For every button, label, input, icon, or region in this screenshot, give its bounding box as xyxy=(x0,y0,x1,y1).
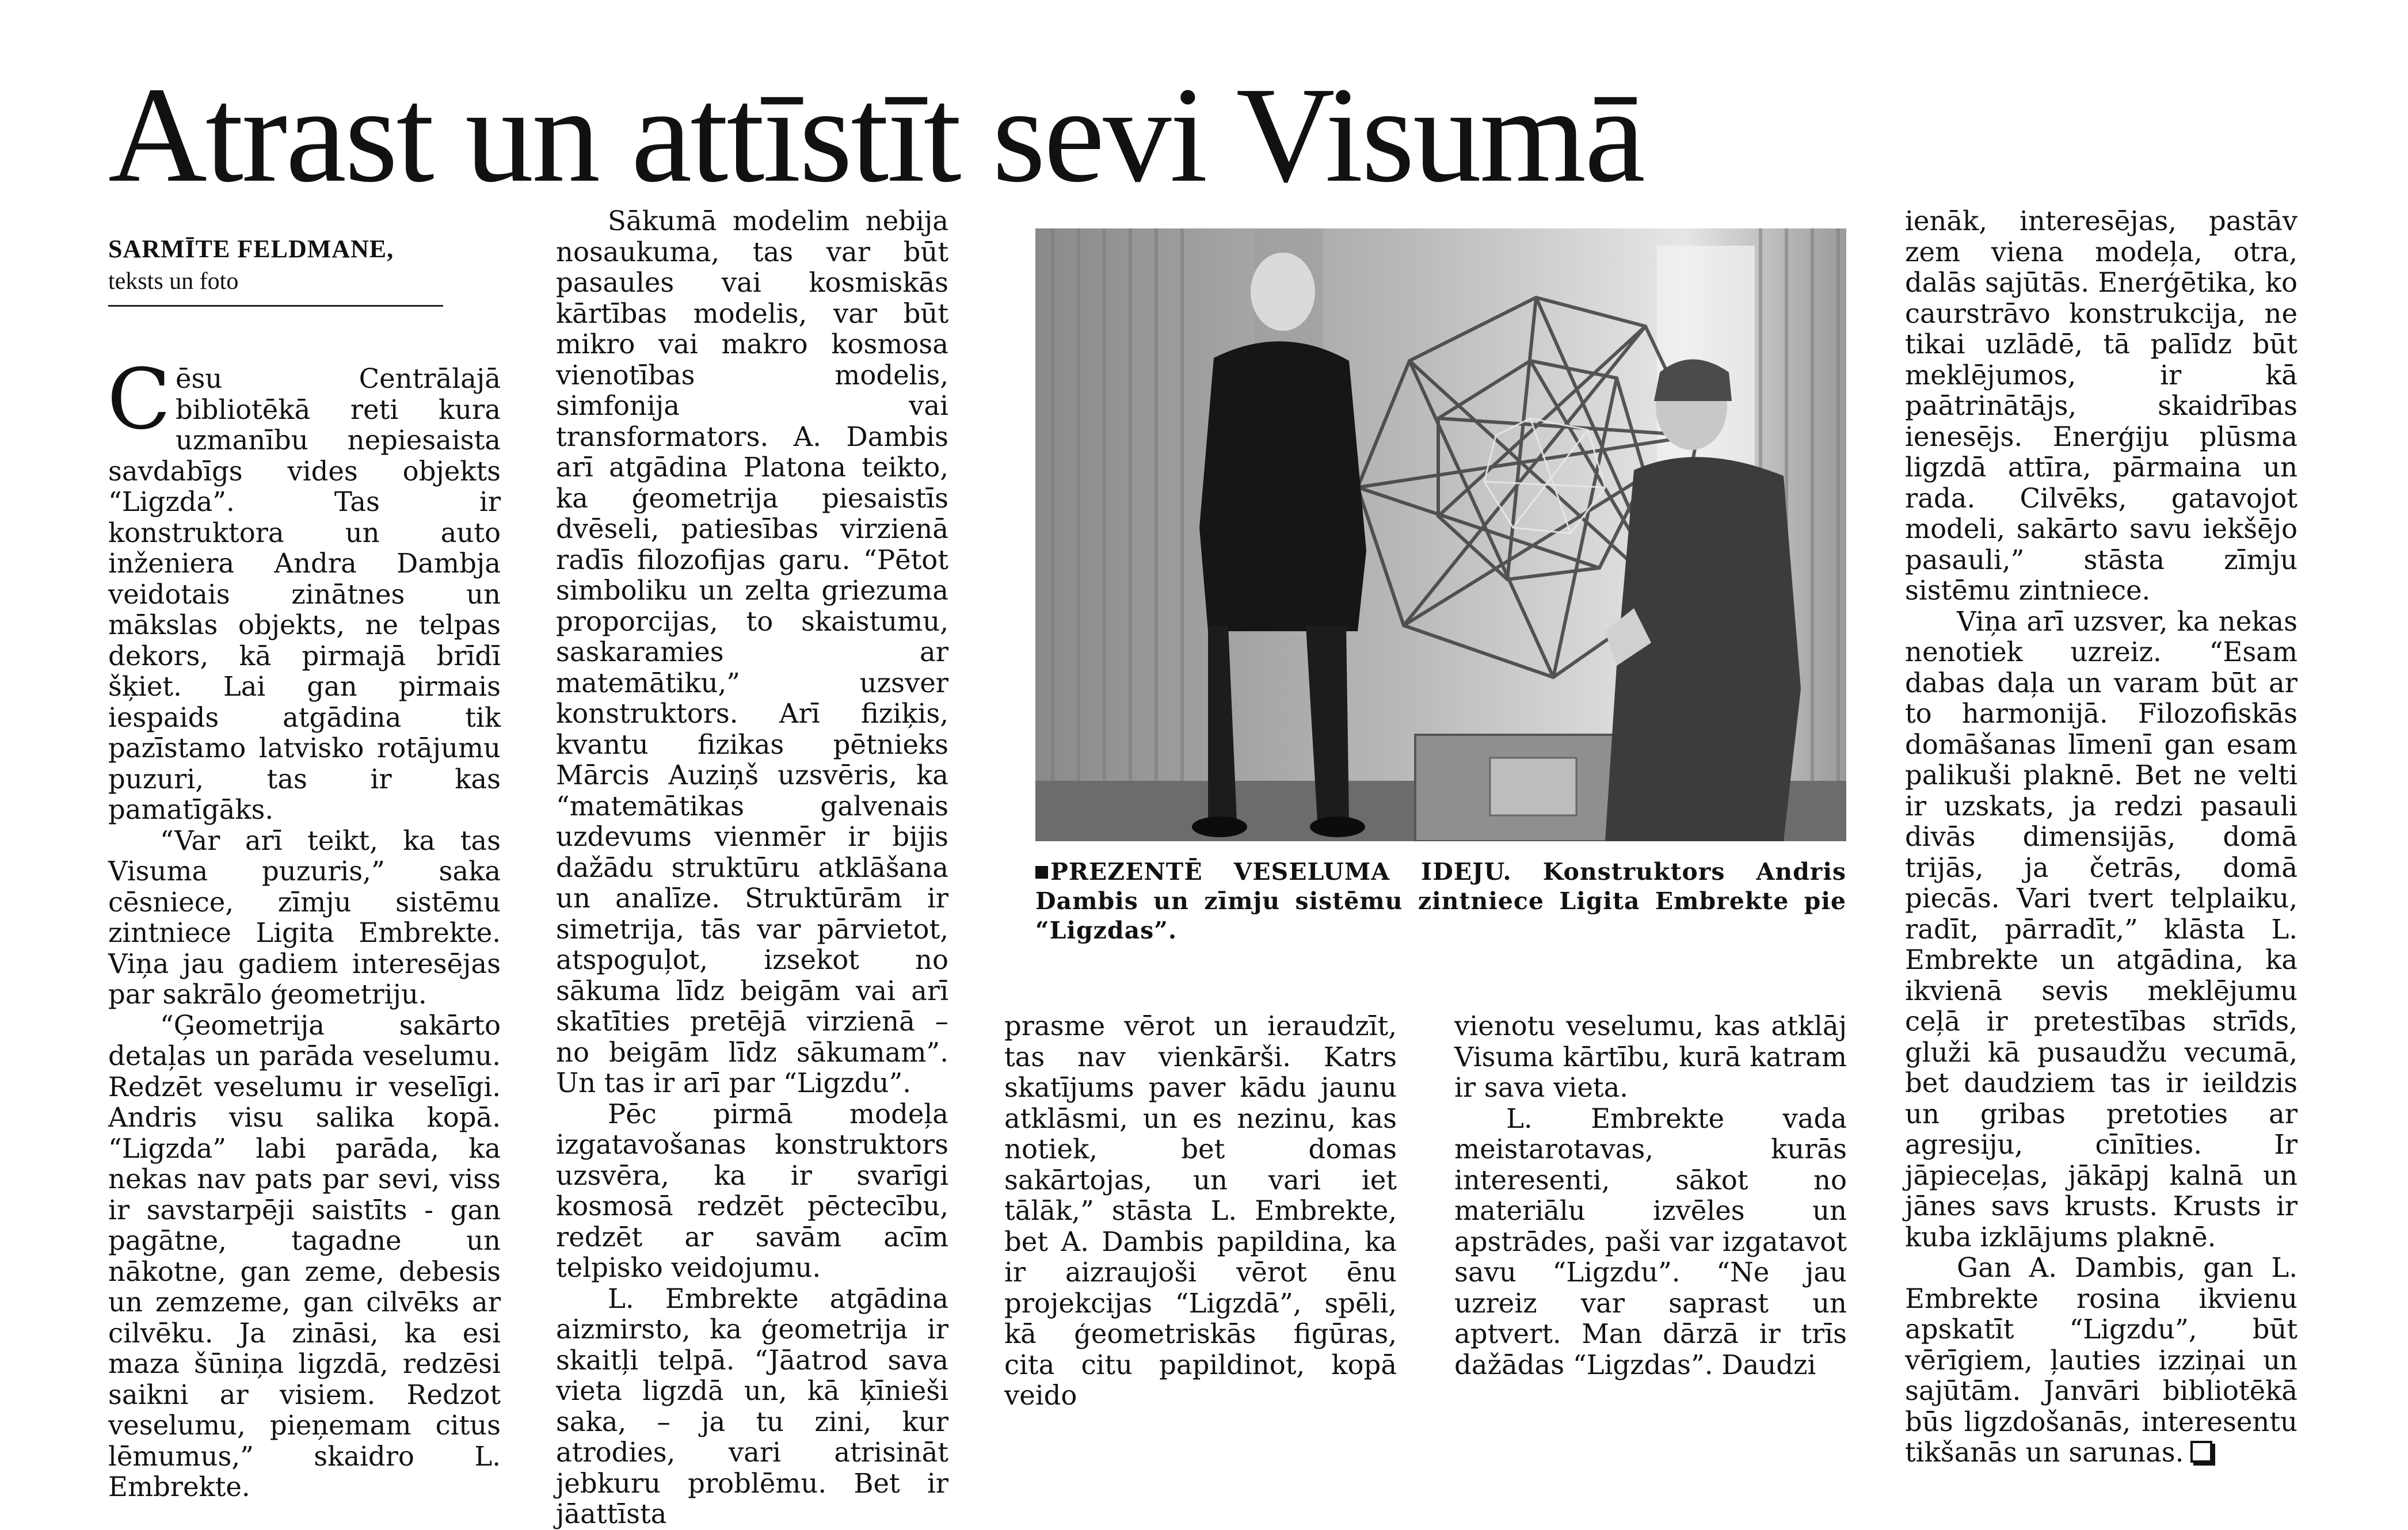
byline xyxy=(108,232,443,307)
article-column-4 xyxy=(1454,1011,1847,1380)
end-of-article-box-icon xyxy=(2190,1441,2212,1463)
article-column-5 xyxy=(1905,206,2297,1468)
article-column-2 xyxy=(556,206,948,1530)
paragraph xyxy=(107,351,501,826)
paragraph: ienāk, interesējas, pastāv zem viena modeļa, otra, dalās sajūtās. Enerģētika, ko caurstrāvo konstrukcija, ne tikai uzlādē, tā palīdz būt meklējumos, ir kā paātrinātājs, skaidrības ienesējs. Enerģiju plūsma ligzdā attīra, pārmaina un rada. Cilvēks, gatavojot modeli, sakārto savu iekšējo pasauli,” stāsta zīmju sistēmu zintniece. xyxy=(1905,205,2297,606)
article-column-3 xyxy=(1004,1011,1397,1411)
paragraph: vienotu veselumu, kas atklāj Visuma kārtību, kurā katram ir sava vieta. xyxy=(1454,1010,1847,1103)
paragraph: Viņa arī uzsver, ka nekas nenotiek uzreiz. “Esam dabas daļa un varam būt ar to harmonijā. Filozofiskās domāšanas līmenī gan esam palikuši plaknē. Bet ne velti ir uzskats, ja redzi pasauli divās dimensijās, domā trijās, ja četrās, domā piecās. Vari tvert telplaiku, radīt, pārradīt,” klāsta L. Embrekte un atgādina, ka ikvienā sevis meklējumu ceļā ir pretestības strīds, gluži kā pusaudžu vecumā, bet daudziem tas ir ieildzis un gribas pretoties ar agresiju, cīnīties. Ir jāpieceļas, jākāpj kalnā un jānes savs krusts. Krusts ir kuba izklājums plaknē. xyxy=(1905,605,2297,1253)
caption-text: Konstruktors Andris Dambis un zīmju sistēmu zintniece Ligita Embrekte pie “Ligzdas”. xyxy=(1035,858,1846,944)
article-column-1 xyxy=(107,351,501,1503)
article-photo xyxy=(1035,228,1846,841)
paragraph: prasme vērot un ieraudzīt, tas nav vienkārši. Katrs skatījums paver kādu jaunu atklāsmi, un es nezinu, kas notiek, bet domas sakārtojas, un vari iet tālāk,” stāsta L. Embrekte, bet A. Dambis papildina, ka ir aizraujoši vērot ēnu projekcijas “Ligzdā”, spēli, kā ģeometriskās figūras, cita citu papildinot, kopā veido xyxy=(1004,1010,1397,1411)
drop-cap: C xyxy=(107,351,171,448)
paragraph-text: Gan A. Dambis, gan L. Embrekte rosina ikvienu apskatīt “Ligzdu”, būt vērīgiem, ļauties izziņai un sajūtām. Janvāri bibliotēkā būs ligzdošanās, interesentu tikšanās un sarunas. xyxy=(1905,1252,2297,1468)
paragraph-text: ēsu Centrālajā bibliotēkā reti kura uzmanību nepiesaista savdabīgs vides objekts “Ligzda”. Tas ir konstruktora un auto inženiera Andra Dambja veidotais zinātnes un mākslas objekts, ne telpas dekors, kā pirmajā brīdī šķiet. Lai gan pirmais iespaids atgādina tik pazīstamo latvisko rotājumu puzuri, tas ir kas pamatīgāks. xyxy=(108,363,501,825)
caption-lead: PREZENTĒ VESELUMA IDEJU. xyxy=(1050,858,1512,886)
paragraph: “Var arī teikt, ka tas Visuma puzuris,” saka cēsniece, zīmju sistēmu zintniece Ligita Embrekte. Viņa jau gadiem interesējas par sakrālo ģeometriju. xyxy=(108,825,501,1010)
paragraph: Sākumā modelim nebija nosaukuma, tas var būt pasaules vai kosmiskās kārtības modelis, var būt mikro vai makro kosmosa vienotības modelis, simfonija vai transformators. A. Dambis arī atgādina Platona teikto, ka ģeometrija piesaistīs dvēseli, patiesības virzienā radīs filozofijas garu. “Pētot simboliku un zelta griezuma proporcijas, to skaistumu, saskaramies ar matemātiku,” uzsver konstruktors. Arī fiziķis, kvantu fizikas pētnieks Mārcis Auziņš uzsvēris, ka “matemātikas galvenais uzdevums vienmēr ir bijis dažādu struktūru atklāšana un analīze. Struktūrām ir simetrija, tās var pārvietot, atspoguļot, izsekot no sākuma līdz beigām vai arī skatīties pretējā virzienā – no beigām līdz sākumam”. Un tas ir arī par “Ligzdu”. xyxy=(556,205,948,1098)
photo-caption xyxy=(1035,857,1846,945)
author-name: SARMĪTE FELDMANE, xyxy=(108,235,394,263)
author-role: teksts un foto xyxy=(108,268,239,295)
paragraph: L. Embrekte atgādina aizmirsto, ka ģeometrija ir skaitļi telpā. “Jāatrod sava vieta ligzdā un, kā ķīnieši saka, – ja tu zini, kur atrodies, vari atrisināt jebkuru problēmu. Bet ir jāattīsta xyxy=(556,1283,948,1529)
headline: Atrast un attīstīt sevi Visumā xyxy=(108,59,1644,211)
square-bullet-icon xyxy=(1035,866,1048,879)
paragraph: “Ģeometrija sakārto detaļas un parāda veselumu. Redzēt veselumu ir veselīgi. Andris visu salika kopā. “Ligzda” labi parāda, ka nekas nav pats par sevi, viss ir savstarpēji saistīts - gan pagātne, tagadne un nākotne, gan zeme, debesis un zemzeme, gan cilvēks ar cilvēku. Ja zināsi, ka esi maza šūniņa ligzdā, redzēsi saikni ar visiem. Redzot veselumu, pieņemam citus lēmumus,” skaidro L. Embrekte. xyxy=(108,1009,501,1502)
paragraph: L. Embrekte vada meistarotavas, kurās interesenti, sākot no materiālu izvēles un apstrādes, paši var izgatavot savu “Ligzdu”. “Ne jau uzreiz var saprast un aptvert. Man dārzā ir trīs dažādas “Ligzdas”. Daudzi xyxy=(1454,1102,1847,1380)
photo-illustration xyxy=(1035,228,1846,841)
paragraph xyxy=(1905,1253,2297,1468)
paragraph: Pēc pirmā modeļa izgatavošanas konstruktors uzsvēra, ka ir svarīgi kosmosā redzēt pēctecību, redzēt ar savām acīm telpisko veidojumu. xyxy=(556,1098,948,1283)
